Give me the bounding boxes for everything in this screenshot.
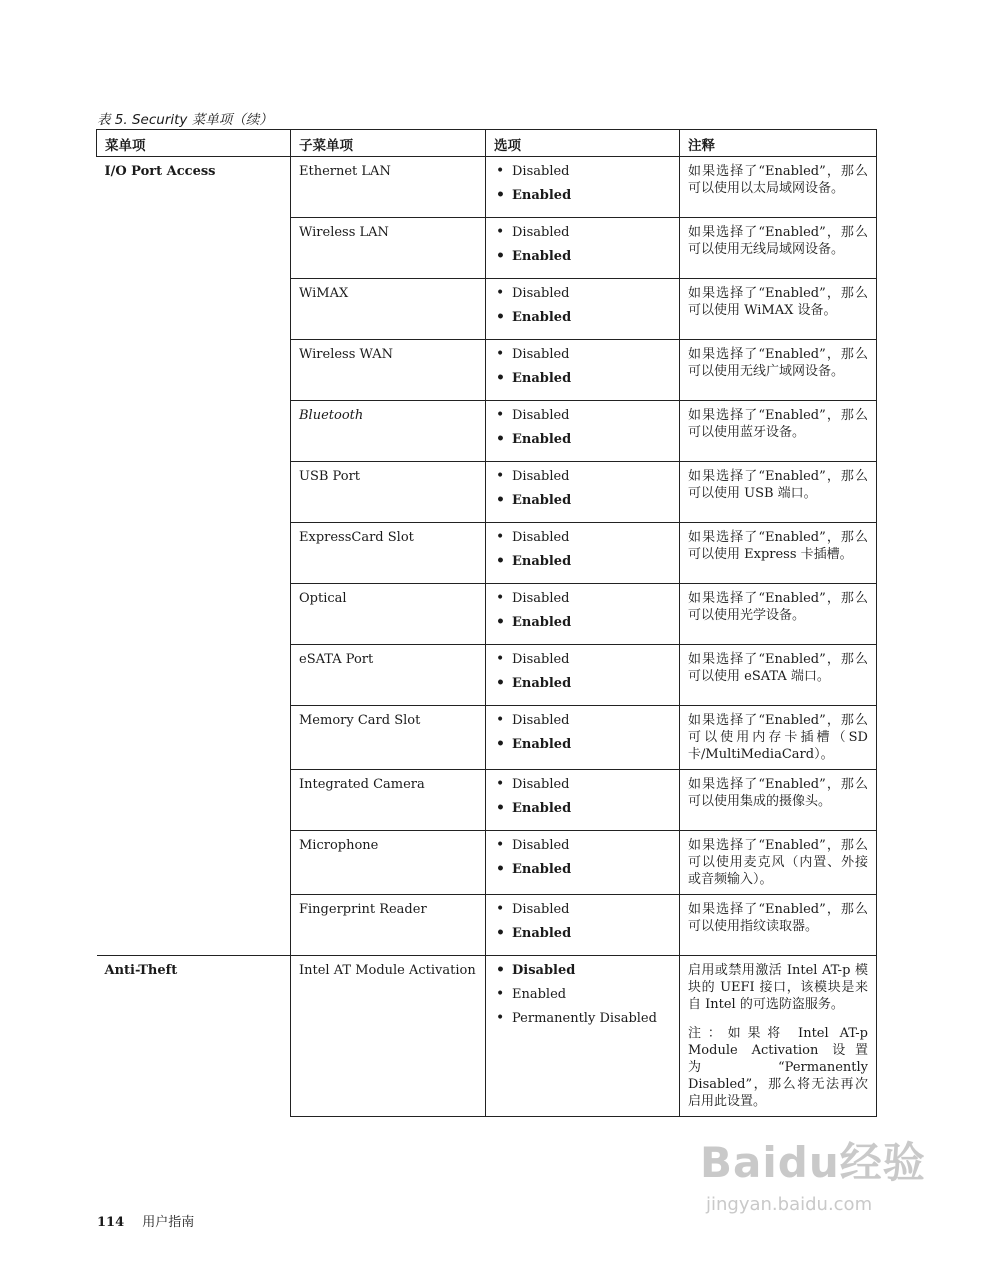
menu-item-cell: Anti-Theft: [97, 956, 291, 1117]
option-item: • Disabled: [494, 529, 671, 546]
note-cell: [680, 956, 877, 1117]
option-item: • Disabled: [494, 590, 671, 607]
option-item: • Enabled: [494, 675, 671, 692]
submenu-item-cell: WiMAX: [291, 279, 486, 340]
note-text: 如果选择了“Enabled”，那么可以使用 eSATA 端口。: [688, 652, 868, 684]
note-text: 如果选择了“Enabled”，那么可以使用麦克风（内置、外接或音频输入）。: [688, 838, 868, 887]
option-item: • Disabled: [494, 962, 671, 979]
note-text: 如果选择了“Enabled”，那么可以使用指纹读取器。: [688, 902, 868, 934]
note-cell: [680, 157, 877, 218]
options-cell: [486, 770, 680, 831]
note-text: 如果选择了“Enabled”，那么可以使用内存卡插槽（SD卡/MultiMediaCard）。: [688, 713, 868, 762]
option-item: • Disabled: [494, 346, 671, 363]
submenu-item-cell: USB Port: [291, 462, 486, 523]
page-number: 114: [97, 1215, 125, 1230]
table-row: [97, 831, 877, 895]
options-list: [494, 590, 671, 631]
table-row: [97, 706, 877, 770]
note-cell: [680, 401, 877, 462]
option-item: • Disabled: [494, 468, 671, 485]
note-text: 如果选择了“Enabled”，那么可以使用 USB 端口。: [688, 469, 868, 501]
options-list: [494, 651, 671, 692]
options-cell: [486, 584, 680, 645]
option-item: • Enabled: [494, 736, 671, 753]
page-footer: [97, 1211, 194, 1230]
note-cell: [680, 706, 877, 770]
submenu-item-cell: ExpressCard Slot: [291, 523, 486, 584]
option-item: • Disabled: [494, 224, 671, 241]
note-text: 如果选择了“Enabled”，那么可以使用 Express 卡插槽。: [688, 530, 868, 562]
options-cell: [486, 706, 680, 770]
options-cell: [486, 523, 680, 584]
options-list: [494, 962, 671, 1027]
note-text: 如果选择了“Enabled”，那么可以使用光学设备。: [688, 591, 868, 623]
options-list: [494, 837, 671, 878]
watermark: [700, 1130, 950, 1250]
table-row: [97, 584, 877, 645]
table-row: [97, 523, 877, 584]
submenu-item-cell: Microphone: [291, 831, 486, 895]
table-row: [97, 157, 877, 218]
note-cell: [680, 895, 877, 956]
option-item: • Permanently Disabled: [494, 1010, 671, 1027]
option-item: • Disabled: [494, 837, 671, 854]
table-row: [97, 401, 877, 462]
submenu-item-cell: Optical: [291, 584, 486, 645]
table-row: [97, 956, 877, 1117]
options-cell: [486, 956, 680, 1117]
table-row: [97, 462, 877, 523]
table-row: [97, 340, 877, 401]
note-text: 如果选择了“Enabled”，那么可以使用蓝牙设备。: [688, 408, 868, 440]
note-cell: [680, 523, 877, 584]
submenu-item-cell: Bluetooth: [291, 401, 486, 462]
options-list: [494, 468, 671, 509]
option-item: • Disabled: [494, 776, 671, 793]
option-item: • Enabled: [494, 187, 671, 204]
option-item: • Disabled: [494, 163, 671, 180]
note-text: 如果选择了“Enabled”，那么可以使用无线局域网设备。: [688, 225, 868, 257]
option-item: • Enabled: [494, 248, 671, 265]
options-cell: [486, 218, 680, 279]
note-cell: [680, 279, 877, 340]
options-list: [494, 529, 671, 570]
menu-item-cell: [97, 462, 291, 523]
note-cell: [680, 584, 877, 645]
menu-item-cell: [97, 523, 291, 584]
table-header-row: [97, 130, 877, 157]
security-menu-table: [96, 129, 877, 1117]
option-item: • Enabled: [494, 861, 671, 878]
submenu-item-cell: Integrated Camera: [291, 770, 486, 831]
options-cell: [486, 895, 680, 956]
table-row: [97, 645, 877, 706]
option-item: • Enabled: [494, 370, 671, 387]
options-cell: [486, 157, 680, 218]
options-list: [494, 163, 671, 204]
option-item: • Enabled: [494, 553, 671, 570]
submenu-item-cell: Fingerprint Reader: [291, 895, 486, 956]
note-cell: [680, 645, 877, 706]
menu-item-cell: I/O Port Access: [97, 157, 291, 218]
options-cell: [486, 462, 680, 523]
footer-title: 用户指南: [142, 1215, 195, 1230]
note-text: 如果选择了“Enabled”，那么可以使用无线广域网设备。: [688, 347, 868, 379]
submenu-item-cell: eSATA Port: [291, 645, 486, 706]
submenu-item-cell: Wireless LAN: [291, 218, 486, 279]
options-cell: [486, 340, 680, 401]
option-item: • Enabled: [494, 431, 671, 448]
menu-item-cell: [97, 401, 291, 462]
note-text: 启用或禁用激活 Intel AT-p 模块的 UEFI 接口，该模块是来自 Intel 的可选防盗服务。: [688, 963, 868, 1012]
table-row: [97, 279, 877, 340]
menu-item-cell: [97, 218, 291, 279]
options-list: [494, 712, 671, 753]
options-cell: [486, 279, 680, 340]
options-list: [494, 776, 671, 817]
note-text: 注：如果将 Intel AT-p Module Activation 设置为“Permanently Disabled”，那么将无法再次启用此设置。: [688, 1026, 868, 1109]
option-item: • Disabled: [494, 407, 671, 424]
table-row: [97, 218, 877, 279]
note-text: 如果选择了“Enabled”，那么可以使用 WiMAX 设备。: [688, 286, 868, 318]
watermark-logo: Baidu经验: [700, 1138, 926, 1187]
options-list: [494, 346, 671, 387]
table-body: [97, 157, 877, 1117]
table-row: [97, 770, 877, 831]
option-item: • Enabled: [494, 309, 671, 326]
table-row: [97, 895, 877, 956]
option-item: • Enabled: [494, 986, 671, 1003]
note-text: 如果选择了“Enabled”，那么可以使用集成的摄像头。: [688, 777, 868, 809]
table-caption: 表 5. Security 菜单项（续）: [97, 112, 273, 128]
option-item: • Enabled: [494, 492, 671, 509]
header-menu-item: 菜单项: [97, 130, 291, 157]
menu-item-cell: [97, 279, 291, 340]
option-item: • Disabled: [494, 712, 671, 729]
submenu-item-cell: Intel AT Module Activation: [291, 956, 486, 1117]
options-list: [494, 224, 671, 265]
option-item: • Disabled: [494, 285, 671, 302]
option-item: • Disabled: [494, 651, 671, 668]
options-list: [494, 901, 671, 942]
menu-item-cell: [97, 895, 291, 956]
option-item: • Enabled: [494, 925, 671, 942]
option-item: • Disabled: [494, 901, 671, 918]
menu-item-cell: [97, 831, 291, 895]
submenu-item-cell: Ethernet LAN: [291, 157, 486, 218]
note-cell: [680, 218, 877, 279]
header-options: 选项: [486, 130, 680, 157]
note-cell: [680, 462, 877, 523]
menu-item-cell: [97, 340, 291, 401]
watermark-url: jingyan.baidu.com: [706, 1194, 873, 1215]
menu-item-cell: [97, 770, 291, 831]
option-item: • Enabled: [494, 800, 671, 817]
menu-item-cell: [97, 584, 291, 645]
note-cell: [680, 340, 877, 401]
options-list: [494, 285, 671, 326]
menu-item-cell: [97, 645, 291, 706]
note-cell: [680, 770, 877, 831]
note-cell: [680, 831, 877, 895]
submenu-item-cell: Wireless WAN: [291, 340, 486, 401]
options-cell: [486, 401, 680, 462]
options-list: [494, 407, 671, 448]
option-item: • Enabled: [494, 614, 671, 631]
options-cell: [486, 831, 680, 895]
header-notes: 注释: [680, 130, 877, 157]
menu-item-cell: [97, 706, 291, 770]
options-cell: [486, 645, 680, 706]
note-text: 如果选择了“Enabled”，那么可以使用以太局域网设备。: [688, 164, 868, 196]
header-submenu-item: 子菜单项: [291, 130, 486, 157]
submenu-item-cell: Memory Card Slot: [291, 706, 486, 770]
